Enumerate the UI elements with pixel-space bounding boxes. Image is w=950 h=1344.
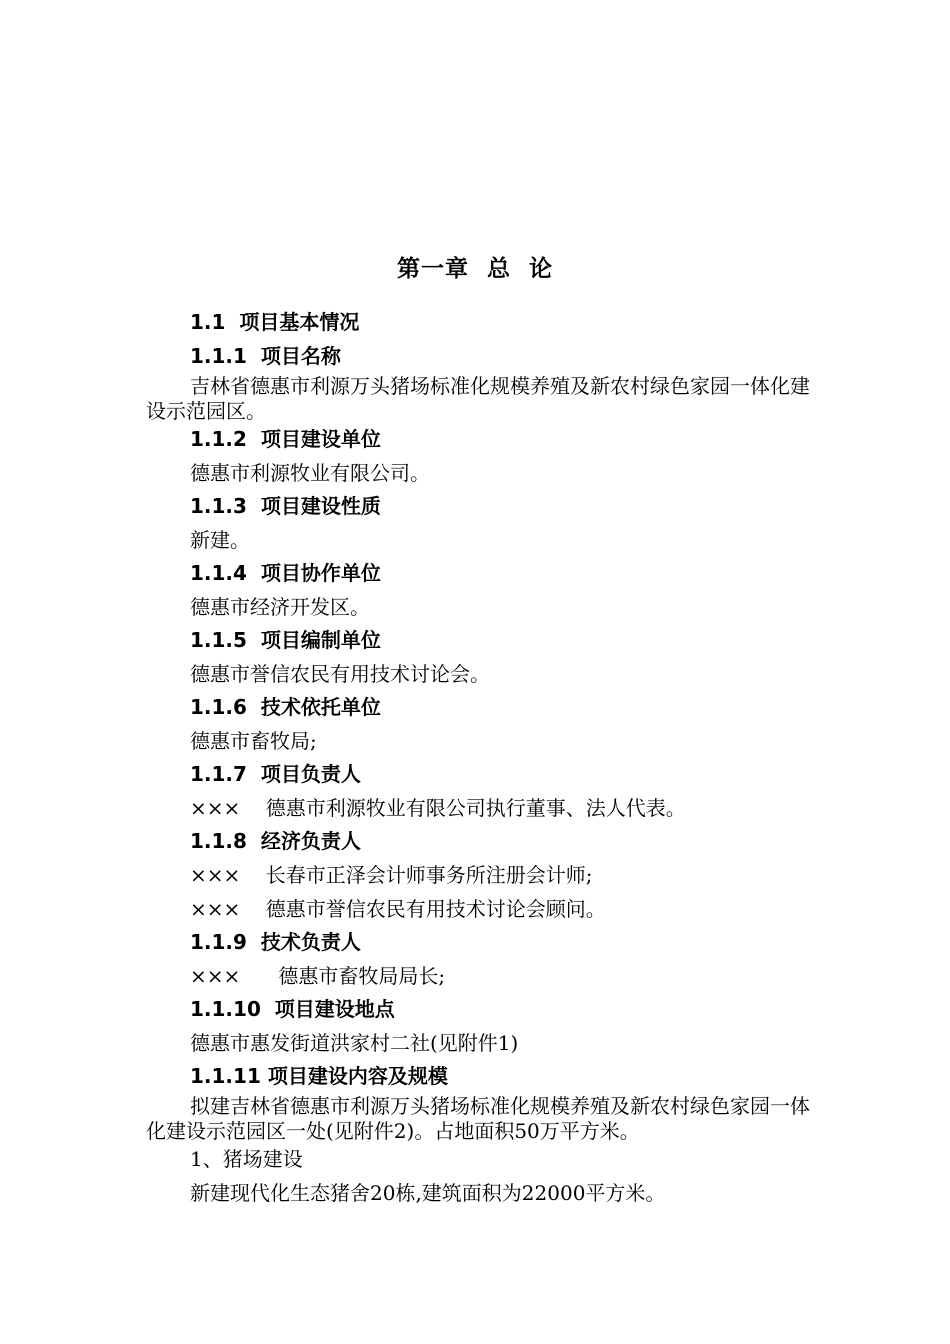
economic-leader-text-2: ××× 德惠市誉信农民有用技术讨论会顾问。 bbox=[190, 897, 606, 921]
technical-leader-text: ××× 德惠市畜牧局局长; bbox=[190, 964, 446, 988]
project-name-text: 吉林省德惠市利源万头猪场标准化规模养殖及新农村绿色家园一体化建设示范园区。 bbox=[146, 374, 810, 423]
list-item-pig-farm: 1、猪场建设 bbox=[190, 1147, 303, 1171]
pig-farm-detail-text: 新建现代化生态猪舍20栋,建筑面积为22000平方米。 bbox=[190, 1181, 666, 1205]
section-heading-1-1-3: 1.1.3 项目建设性质 bbox=[190, 494, 381, 518]
construction-nature-text: 新建。 bbox=[190, 528, 250, 552]
project-leader-text: ××× 德惠市利源牧业有限公司执行董事、法人代表。 bbox=[190, 796, 686, 820]
section-heading-1-1-11: 1.1.11 项目建设内容及规模 bbox=[190, 1064, 448, 1088]
section-heading-1-1-8: 1.1.8 经济负责人 bbox=[190, 829, 361, 853]
section-heading-1-1-5: 1.1.5 项目编制单位 bbox=[190, 628, 381, 652]
section-heading-1-1-1: 1.1.1 项目名称 bbox=[190, 344, 341, 368]
technical-support-text: 德惠市畜牧局; bbox=[190, 729, 317, 753]
economic-leader-text-1: ××× 长春市正泽会计师事务所注册会计师; bbox=[190, 863, 593, 887]
section-heading-1-1-2: 1.1.2 项目建设单位 bbox=[190, 427, 381, 451]
cooperation-unit-text: 德惠市经济开发区。 bbox=[190, 595, 370, 619]
chapter-title: 第一章 总 论 bbox=[396, 256, 554, 282]
compiling-unit-text: 德惠市誉信农民有用技术讨论会。 bbox=[190, 662, 490, 686]
section-heading-1-1-7: 1.1.7 项目负责人 bbox=[190, 762, 361, 786]
section-heading-1-1: 1.1 项目基本情况 bbox=[190, 310, 360, 334]
section-heading-1-1-6: 1.1.6 技术依托单位 bbox=[190, 695, 381, 719]
section-heading-1-1-10: 1.1.10 项目建设地点 bbox=[190, 997, 395, 1021]
section-heading-1-1-9: 1.1.9 技术负责人 bbox=[190, 930, 361, 954]
construction-site-text: 德惠市惠发街道洪家村二社(见附件1) bbox=[190, 1031, 519, 1055]
section-heading-1-1-4: 1.1.4 项目协作单位 bbox=[190, 561, 381, 585]
construction-scope-text: 拟建吉林省德惠市利源万头猪场标准化规模养殖及新农村绿色家园一体化建设示范园区一处(见附件2)。占地面积50万平方米。 bbox=[146, 1094, 810, 1143]
construction-unit-text: 德惠市利源牧业有限公司。 bbox=[190, 461, 430, 485]
